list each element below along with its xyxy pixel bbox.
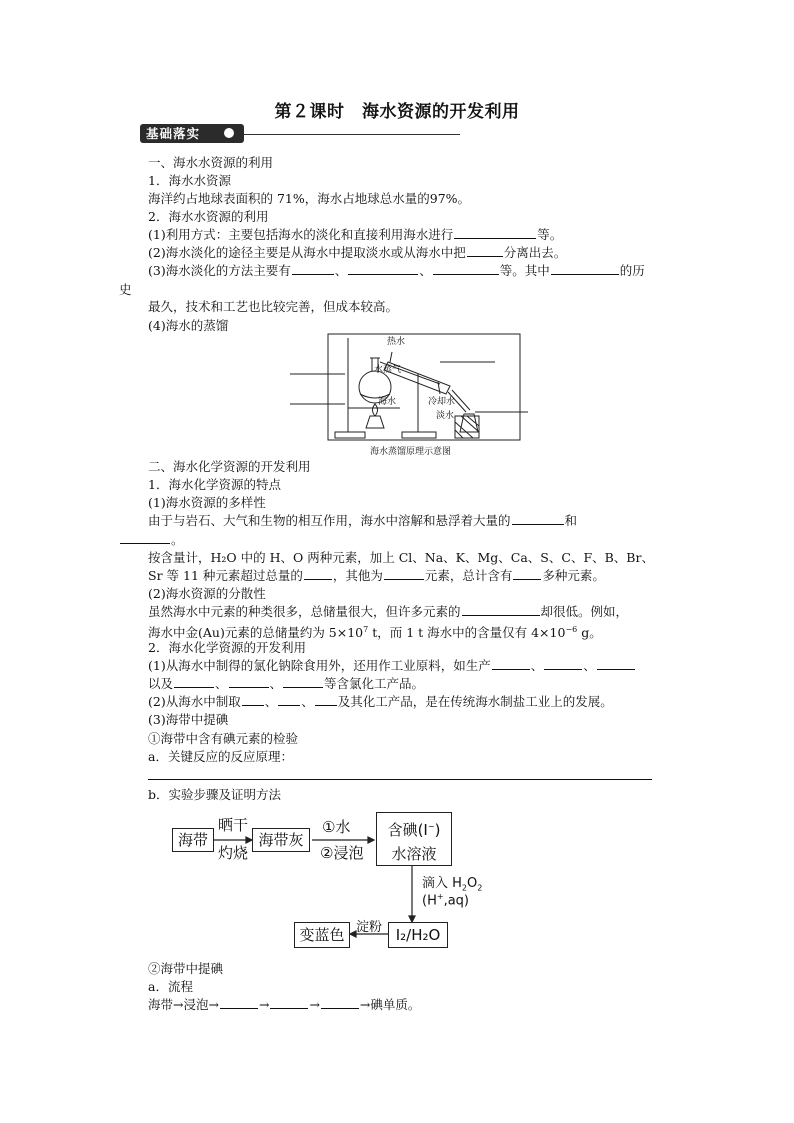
text-line: 虽然海水中元素的种类很多，总储量很大，但许多元素的 却很低。例如， [148, 604, 629, 619]
subheading-2: 2．海水化学资源的开发利用 [148, 640, 306, 655]
text-line: a．关键反应的反应原理： [148, 749, 293, 764]
distillation-apparatus-diagram [290, 332, 540, 458]
text-line: (1)海水资源的多样性 [148, 495, 266, 510]
answer-blank[interactable] [270, 996, 308, 1009]
text-line: ②海带中提碘 [148, 961, 224, 976]
answer-blank[interactable] [315, 693, 337, 706]
text-line: ①海带中含有碘元素的检验 [148, 731, 299, 746]
text-line: a．流程 [148, 979, 193, 994]
label-add-h2o2: 滴入 $H_2O_2$ [422, 876, 483, 893]
text-line: (3)海水淡化的方法主要有 、 、 等。其中 的历 [148, 263, 645, 278]
answer-blank[interactable] [433, 262, 499, 275]
box-kelp-ash: 海带灰 [252, 828, 310, 852]
heading-chemical-resources: 二、海水化学资源的开发利用 [148, 459, 311, 474]
text-line: 。 [119, 531, 184, 549]
label-seawater: 海水 [378, 397, 397, 407]
text-line: 按含量计，H₂O 中的 H、O 两种元素，加上 Cl、Na、K、Mg、Ca、S、C、F、B、Br、 [148, 550, 654, 565]
answer-blank[interactable] [597, 657, 635, 670]
answer-blank[interactable] [467, 244, 503, 257]
answer-blank[interactable] [384, 567, 424, 580]
text-line: (3)海带中提碘 [148, 712, 229, 727]
text-line: (1)从海水中制得的氯化钠除食用外，还用作工业原料，如生产 、 、 [148, 657, 636, 675]
answer-blank[interactable] [120, 531, 170, 544]
label-burn: 灼烧 [218, 844, 249, 862]
box-iodine-water: I₂/H₂O [388, 922, 448, 948]
text-line: 海洋约占地球表面积的 71%，海水占地球总水量的97%。 [148, 191, 471, 206]
answer-blank[interactable] [283, 675, 323, 688]
answer-blank[interactable] [278, 693, 300, 706]
answer-blank[interactable] [304, 567, 332, 580]
answer-blank[interactable] [348, 262, 418, 275]
answer-blank[interactable] [454, 226, 536, 239]
page-title: 第２课时 海水资源的开发利用 [274, 102, 520, 122]
figure-caption: 海水蒸馏原理示意图 [370, 447, 452, 457]
subheading-1: 1．海水水资源 [148, 173, 231, 188]
answer-blank[interactable] [462, 603, 540, 616]
text-line: 海水中金(Au)元素的总储量约为 $5\times 10^7$ t，而 1 t 海水中的含量仅有 $4\times 10^{-6}$ g。 [148, 625, 602, 641]
text-line: (2)海水淡化的途径主要是从海水中提取淡水或从海水中把 分离出去。 [148, 245, 567, 260]
box-kelp: 海带 [172, 828, 214, 852]
text-line: b．实验步骤及证明方法 [148, 787, 282, 802]
label-dry: 晒干 [218, 816, 249, 834]
text-line: 史 [119, 282, 132, 297]
answer-blank[interactable] [321, 996, 359, 1009]
banner-divider [244, 134, 460, 135]
heading-water-resources: 一、海水水资源的利用 [148, 155, 274, 170]
label-cooling-water: 冷却水 [428, 397, 456, 407]
answer-blank[interactable] [174, 675, 214, 688]
distillation-figure [290, 332, 540, 458]
label-soak: ②浸泡 [320, 844, 364, 862]
iodine-test-flowchart [170, 812, 483, 954]
subheading-2: 2．海水水资源的利用 [148, 209, 269, 224]
text-line: Sr 等 11 种元素超过总量的 ，其他为 元素，总计含有 多种元素。 [148, 568, 605, 583]
answer-blank[interactable] [292, 262, 334, 275]
label-acidic: (H+,aq) [422, 892, 469, 909]
text-line: (4)海水的蒸馏 [148, 318, 229, 333]
answer-blank[interactable] [492, 657, 530, 670]
text-line: (1)利用方式：主要包括海水的淡化和直接利用海水进行 等。 [148, 227, 563, 242]
label-hot-water: 热水 [387, 337, 406, 347]
answer-blank[interactable] [513, 567, 541, 580]
label-water: ①水 [322, 818, 351, 836]
box-turns-blue: 变蓝色 [294, 922, 350, 948]
answer-line[interactable] [148, 779, 652, 780]
banner-dot-icon [224, 128, 234, 138]
answer-blank[interactable] [229, 675, 269, 688]
answer-blank[interactable] [512, 512, 564, 525]
answer-blank[interactable] [242, 693, 264, 706]
subheading-1: 1．海水化学资源的特点 [148, 477, 281, 492]
answer-blank[interactable] [551, 262, 619, 275]
text-line: 以及 、 、 等含氯化工产品。 [148, 676, 425, 691]
text-line: 海带→浸泡→ → → →碘单质。 [148, 997, 421, 1012]
label-steam: 水蒸气 [374, 365, 402, 375]
text-line: 最久，技术和工艺也比较完善，但成本较高。 [148, 299, 399, 314]
text-line: (2)海水资源的分散性 [148, 586, 266, 601]
label-starch: 淀粉 [356, 920, 383, 935]
box-iodide-solution: 含碘(I−) 水溶液 [376, 812, 452, 866]
answer-blank[interactable] [544, 657, 582, 670]
text-line: 由于与岩石、大气和生物的相互作用，海水中溶解和悬浮着大量的 和 [148, 513, 578, 528]
answer-blank[interactable] [220, 996, 258, 1009]
label-fresh-water: 淡水 [436, 411, 455, 421]
text-line: (2)从海水中制取 、 、 及其化工产品，是在传统海水制盐工业上的发展。 [148, 694, 613, 709]
banner-label: 基础落实 [140, 124, 244, 143]
